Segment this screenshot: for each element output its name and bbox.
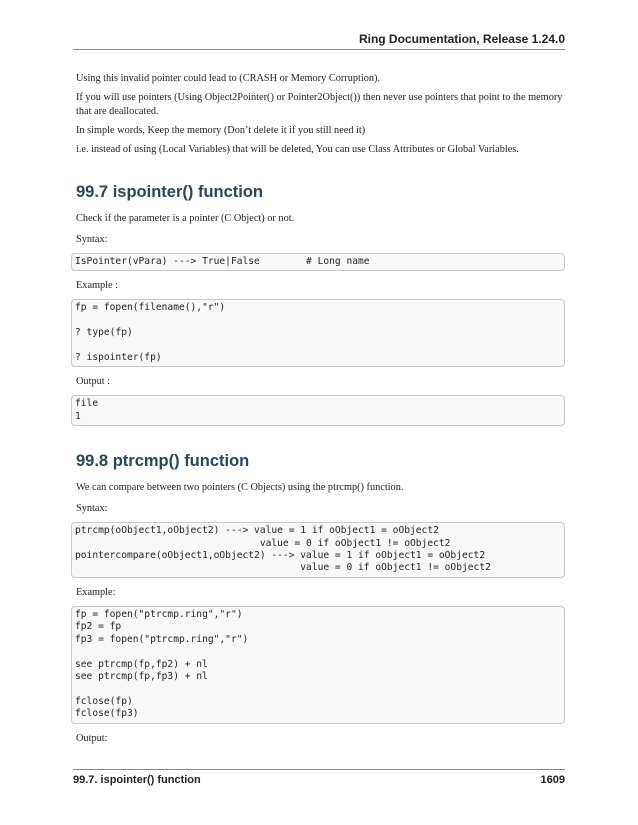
ispointer-syntax-line: IsPointer(vPara) ---> True|False # Long name [75,256,370,267]
ptrcmp-syntax-lines [75,525,561,575]
page-content [76,72,565,746]
running-header [73,32,565,50]
output-line-1: file [75,398,99,410]
section-heading-ispointer: 99.7 ispointer() function [76,183,264,201]
ispointer-output-code [71,395,565,426]
ptrcmp-example-lines [75,609,561,721]
ptrcmp-example-line-5: see ptrcmp(fp,fp2) + nl [75,658,208,670]
intro-paragraph-2: If you will use pointers (Using Object2Pointer() or Pointer2Object()) then never use pointers that point to the memory that are deallocated. [76,92,563,117]
ispointer-syntax-code [71,253,565,271]
section2-example-label: Example: [76,586,116,598]
section2-syntax-label: Syntax: [76,503,108,515]
ptrcmp-syntax-line-1: ptrcmp(oObject1,oObject2) ---> value = 1 if oObject1 = oObject2 [75,525,439,537]
ptrcmp-example-code [71,606,565,724]
section1-output-label: Output : [76,376,111,388]
ptrcmp-example-line-1: fp = fopen("ptrcmp.ring","r") [75,608,243,620]
section2-description: We can compare between two pointers (C Objects) using the ptrcmp() function. [76,482,404,494]
ispointer-example-line-5: ? ispointer(fp) [75,352,162,364]
ispointer-example-code [71,299,565,367]
ispointer-example-lines [75,302,561,364]
ptrcmp-syntax-line-2: value = 0 if oObject1 != oObject2 [75,537,451,549]
ptrcmp-syntax-line-4: value = 0 if oObject1 != oObject2 [75,562,491,574]
section1-description: Check if the parameter is a pointer (C Object) or not. [76,213,295,224]
ptrcmp-example-line-3: fp3 = fopen("ptrcmp.ring","r") [75,633,249,645]
ptrcmp-example-line-7 [75,683,561,695]
ispointer-example-line-2 [75,315,561,327]
intro-paragraph-1: Using this invalid pointer could lead to (CRASH or Memory Corruption). [76,73,381,84]
intro-paragraph-3: In simple words, Keep the memory (Don’t delete it if you still need it) [76,125,366,136]
section2-output-label: Output: [76,732,108,744]
footer-section: 99.7. ispointer() function [73,774,201,786]
intro-paragraph-4: i.e. instead of using (Local Variables) that will be deleted, You can use Class Attributes or Global Variables. [76,144,519,155]
section1-example-label: Example : [76,280,119,292]
section-heading-ptrcmp: 99.8 ptrcmp() function [76,452,250,471]
ptrcmp-example-line-6: see ptrcmp(fp,fp3) + nl [75,670,208,682]
ispointer-example-line-4 [75,340,561,352]
output-line-2: 1 [75,410,81,422]
ispointer-example-line-1: fp = fopen(filename(),"r") [75,302,226,314]
section1-syntax-label: Syntax: [76,234,108,245]
running-footer [73,769,565,786]
ptrcmp-example-line-4 [75,646,561,658]
ispointer-example-line-3: ? type(fp) [75,327,133,339]
ptrcmp-syntax-line-3: pointercompare(oObject1,oObject2) ---> value = 1 if oObject1 = oObject2 [75,550,486,562]
ptrcmp-example-line-9: fclose(fp3) [75,708,139,720]
ptrcmp-syntax-code [71,522,565,578]
footer-page-number: 1609 [540,774,565,786]
ptrcmp-example-line-2: fp2 = fp [75,621,122,633]
ptrcmp-example-line-8: fclose(fp) [75,695,133,707]
header-title: Ring Documentation, Release 1.24.0 [358,32,565,46]
